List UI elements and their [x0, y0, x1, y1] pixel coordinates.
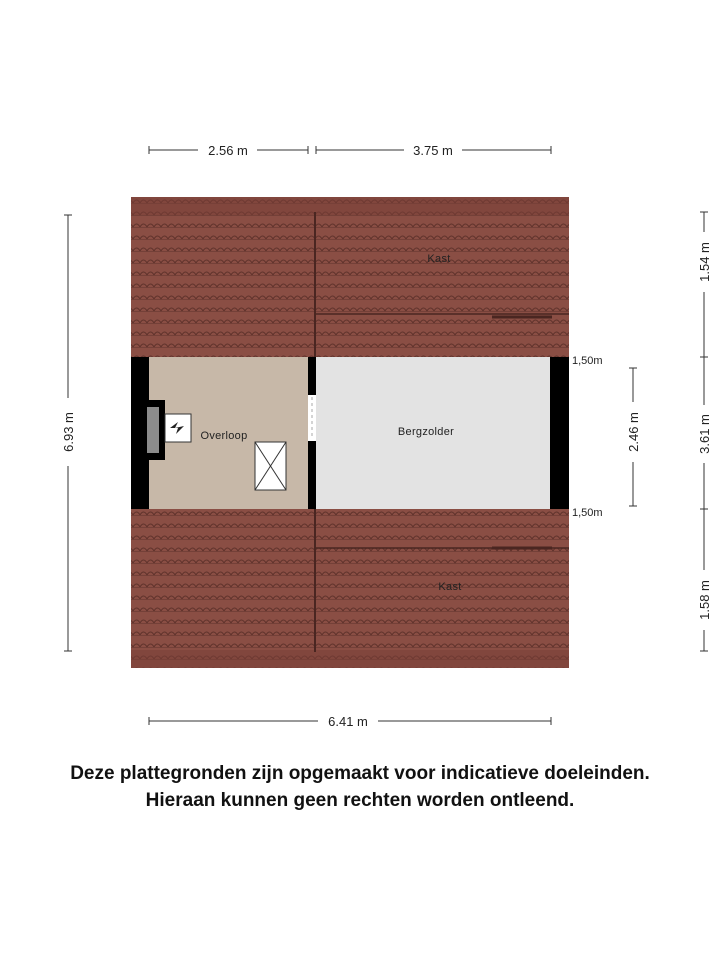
wall-height-label-bottom: 1,50m	[572, 507, 603, 519]
dimension-right-middle	[697, 357, 712, 509]
disclaimer	[0, 760, 720, 814]
dimension-label-right-top: 1.54 m	[697, 242, 712, 282]
room-label-bergzolder: Bergzolder	[397, 426, 455, 438]
dimension-label-bottom: 6.41 m	[328, 714, 368, 729]
dimension-right-bottom	[697, 509, 712, 651]
dimension-label-top-right: 3.75 m	[413, 143, 453, 158]
dimension-label-inner-height: 2.46 m	[626, 412, 641, 452]
dimension-label-left: 6.93 m	[61, 412, 76, 452]
dimension-bottom	[149, 714, 551, 729]
dimension-left	[61, 215, 76, 651]
chimney-icon	[141, 400, 165, 460]
wall-right	[550, 357, 569, 509]
room-label-kast-bottom: Kast	[438, 581, 462, 593]
dimension-top-left	[149, 143, 308, 158]
dimension-label-right-middle: 3.61 m	[697, 414, 712, 454]
attic-hatch-icon	[255, 442, 286, 490]
doorway	[308, 395, 316, 441]
dimension-inner-height	[626, 368, 641, 506]
stove-icon	[165, 414, 191, 442]
roof-bottom	[131, 509, 569, 668]
disclaimer-line-1: Deze plattegronden zijn opgemaakt voor indicatieve doeleinden.	[70, 763, 650, 784]
dimension-right-top	[697, 212, 712, 357]
room-label-kast-top: Kast	[427, 253, 451, 265]
dimension-top-right	[316, 143, 551, 158]
room-label-overloop: Overloop	[200, 430, 248, 442]
wall-height-label-top: 1,50m	[572, 355, 603, 367]
roof-top	[131, 197, 569, 357]
dimension-label-right-bottom: 1.58 m	[697, 580, 712, 620]
disclaimer-line-2: Hieraan kunnen geen rechten worden ontleend.	[145, 790, 575, 811]
dimension-label-top-left: 2.56 m	[208, 143, 248, 158]
